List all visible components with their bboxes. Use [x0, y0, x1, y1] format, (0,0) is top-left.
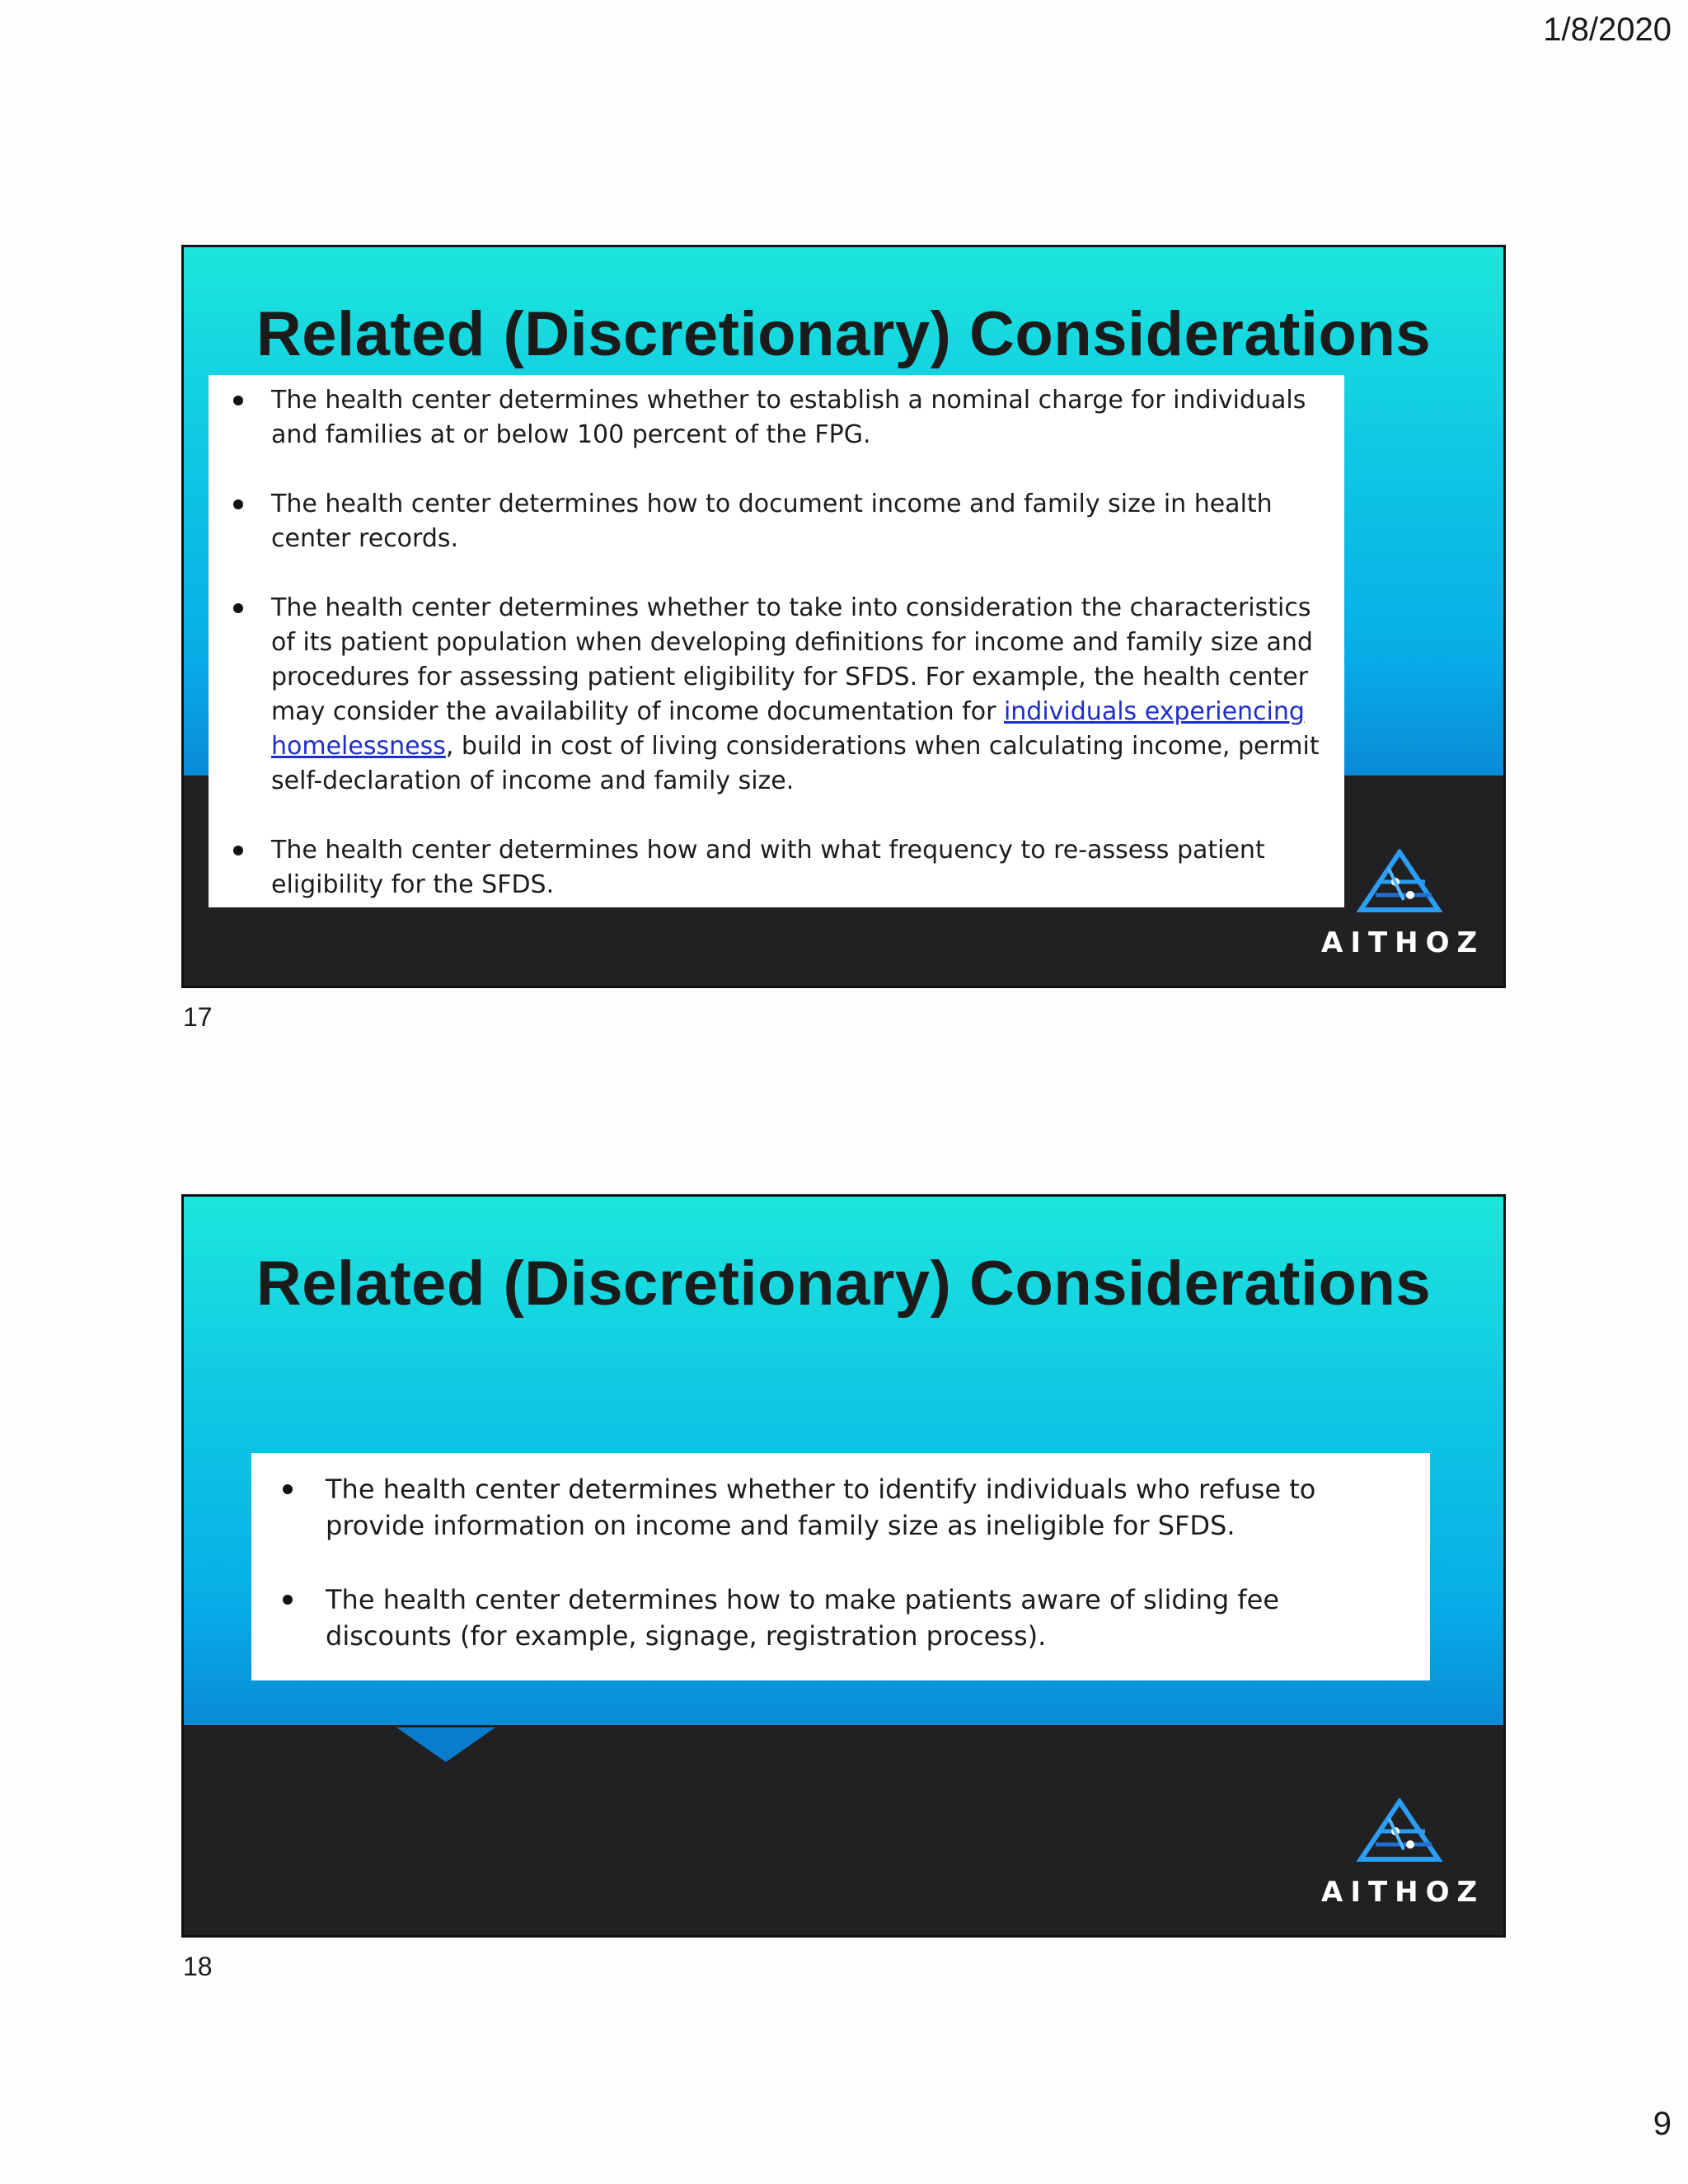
logo-text: AITHOZ — [1321, 926, 1485, 959]
slide-number: 17 — [183, 1002, 213, 1032]
bullet-item — [271, 591, 1328, 799]
bullet-list — [326, 1471, 1397, 1654]
bullet-box — [251, 1453, 1430, 1680]
slide-18 — [181, 1194, 1506, 1938]
slide-dark-band — [184, 1725, 1503, 1935]
slide-17 — [181, 245, 1506, 988]
bullet-dot-icon — [283, 1595, 293, 1605]
aithoz-logo — [1321, 1798, 1485, 1922]
page-number: 9 — [1653, 2106, 1672, 2142]
aithoz-triangle-logo-icon — [1346, 849, 1453, 915]
slide-number: 18 — [183, 1952, 213, 1981]
bullet-box — [209, 375, 1344, 907]
bullet-dot-icon — [283, 1484, 293, 1494]
bullet-item — [271, 833, 1328, 902]
bullet-item — [271, 487, 1328, 556]
bullet-dot-icon — [233, 846, 243, 855]
bullet-text: The health center determines how to make patients aware of sliding fee discounts (for example, signage, registration process). — [326, 1584, 1280, 1652]
bullet-dot-icon — [233, 603, 243, 613]
callout-pointer-icon — [396, 1727, 495, 1765]
page-date: 1/8/2020 — [1543, 12, 1672, 48]
bullet-text: The health center determines whether to identify individuals who refuse to provide information on income and family size as ineligible for SFDS. — [326, 1474, 1316, 1541]
bullet-item — [326, 1582, 1397, 1654]
bullet-text: The health center determines whether to establish a nominal charge for individuals and families at or below 100 percent of the FPG. — [271, 386, 1306, 449]
homelessness-link[interactable]: individuals experiencing homelessness — [271, 697, 1305, 761]
bullet-text: The health center determines how and with what frequency to re-assess patient eligibility for the SFDS. — [271, 836, 1265, 899]
bullet-text: The health center determines whether to take into consideration the characteristics of its patient population when developing definitions for income and family size and procedures for assessing patient eligibility for SFDS. For example, the health center may consider the availability of income documentation for — [271, 593, 1313, 726]
bullet-text: The health center determines how to document income and family size in health center records. — [271, 490, 1273, 553]
aithoz-triangle-logo-icon — [1346, 1798, 1453, 1864]
bullet-item — [326, 1471, 1397, 1544]
bullet-list — [271, 383, 1328, 902]
slide-title: Related (Discretionary) Considerations — [256, 1249, 1432, 1319]
bullet-dot-icon — [233, 396, 243, 405]
bullet-item — [271, 383, 1328, 452]
logo-text: AITHOZ — [1321, 1876, 1485, 1909]
slide-title: Related (Discretionary) Considerations — [256, 299, 1432, 369]
bullet-dot-icon — [233, 499, 243, 509]
aithoz-logo — [1321, 849, 1485, 972]
bullet-text: , build in cost of living considerations when calculating income, permit self-declaration of income and family size. — [271, 732, 1320, 795]
